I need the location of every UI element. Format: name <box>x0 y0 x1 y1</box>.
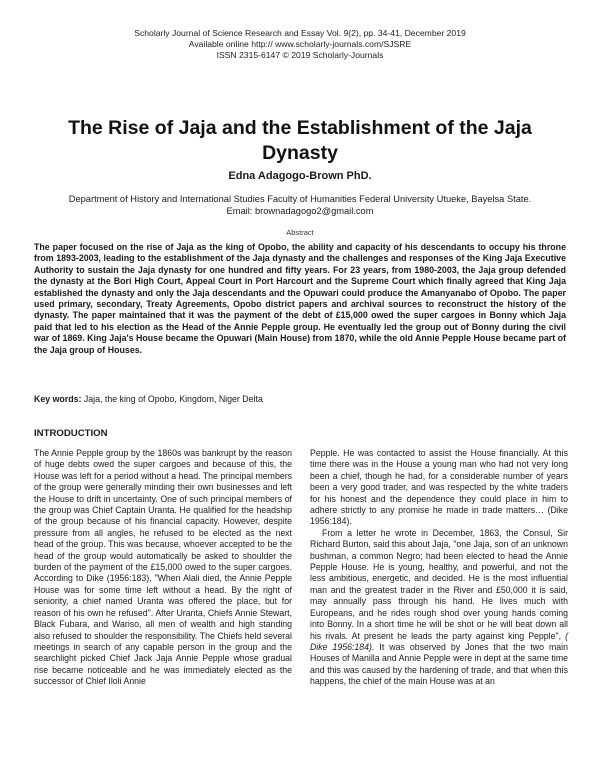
journal-header <box>100 28 500 61</box>
journal-url: Available online http:// www.scholarly-journals.com/SJSRE <box>188 39 412 49</box>
body-paragraph <box>310 528 568 688</box>
author-email: Email: brownadagogo2@gmail.com <box>226 206 374 216</box>
journal-issn: ISSN 2315-6147 © 2019 Scholarly-Journals <box>216 50 384 60</box>
paper-title: The Rise of Jaja and the Establishment of the Jaja Dynasty <box>68 117 532 164</box>
citation: ( Dike 1956:184). <box>310 630 568 652</box>
body-paragraph: The Annie Pepple group by the 1860s was bankrupt by the reason of huge debts owed the super cargoes and because of this, the House was left for a period without a head. The principal members of the group were generally minding their own businesses and left the House to drift in uncertainty. One of such principal members of the group was Chief Captain Uranta. He qualified for the headship of the group because of his financial capacity. However, despite pressure from all angles, he refused to be elected as the next head of the group. This was because, whoever accepted to be the head of the group would automatically be asked to shoulder the burden of the payment of the £15,000 owed to the super cargoes. According to Dike (1956:183), "When Alali died, the Annie Pepple House was for some time left without a head. By the right of seniority, a chief named Uranta was offered the place, but for reason of his own he refused". After Uranta, Chiefs Annie Stewart, Black Fubara, and Wariso, all men of wealth and high standing also refused to shoulder the responsibility. The Chiefs held several meetings in search of any capable person in the group and the searchlight picked Chief Jack Jaja Annie Pepple whose gradual rise became noticeable and he was immediately elected as the successor of Chief Iloli Annie <box>34 448 292 687</box>
body-paragraph: Pepple. He was contacted to assist the House financially. At this time there was in the House a young man who had not very long been a chief, though he had, for a considerable number of years been a very good trader, and was respected by the white traders for his honest and the dependence they could place in him to adhere strictly to any promise he made in trade matters… (Dike 1956:184). <box>310 448 568 527</box>
affiliation: Department of History and International Studies Faculty of Humanities Federal University Utueke, Bayelsa State. <box>68 194 532 204</box>
body-column-right <box>310 448 568 688</box>
paragraph-text: From a letter he wrote in December, 1863, the Consul, Sir Richard Burton, said this about Jaja, "one Jaja, son of an unknown bushman, a common Negro; had been elected to head the Annie Pepple House. He is young, healthy, and powerful, and not the less ambitious, energetic, and decided. He is the most influential man and the greatest trader in the River and £50,000 it is said, may annually pass through his hand. He lives much with Europeans, and he rides rough shod over young hands coming into Bonny. In a short time he will be shot or he will beat down all his rivals. At present he leads the party against king Pepple", <box>310 527 568 641</box>
author-name: Edna Adagogo-Brown PhD. <box>228 170 372 182</box>
keywords <box>34 394 566 404</box>
paragraph-text: It was observed by Jones that the two main Houses of Manilla and Annie Pepple were in dept at the same time and this was caused by the hardening of trade, and that when this happens, the chief of the main House was at an <box>310 641 568 687</box>
introduction-heading: INTRODUCTION <box>34 428 108 439</box>
abstract-heading: Abstract <box>286 228 314 237</box>
keywords-text: Jaja, the king of Opobo, Kingdom, Niger Delta <box>81 394 263 404</box>
journal-citation: Scholarly Journal of Science Research and Essay Vol. 9(2), pp. 34-41, December 2019 <box>134 28 466 38</box>
body-column-left <box>34 448 292 688</box>
author-affiliation-block <box>40 193 560 217</box>
keywords-label: Key words: <box>34 394 82 404</box>
abstract-text: The paper focused on the rise of Jaja as the king of Opobo, the ability and capacity of his descendants to occupy his throne from 1893-2003, leading to the establishment of the Jaja dynasty and the challenges and responses of the King Jaja Executive Authority to sustain the Jaja dynasty for one hundred and fifty years. For 23 years, from 1980-2003, the Jaja group defended the dynasty at the Bori High Court, Appeal Court in Port Harcourt and the Supreme Court which finally agreed that King Jaja established the dynasty and only the Jaja descendants and the Opuwari could produce the Amanyanabo of Opobo. The paper used primary, secondary, Treaty Agreements, Opobo district papers and archival sources to reconstruct the history of the dynasty. The paper maintained that it was the payment of the debt of £15,000 owed the super cargoes in Bonny which Jaja paid that led to his election as the Head of the Annie Pepple group. He eventually led the group out of Bonny during the civil war of 1869. King Jaja's House became the Opuwari (Main House) from 1870, while the old Annie Pepple House became part of the Jaja group of Houses. <box>34 242 566 355</box>
